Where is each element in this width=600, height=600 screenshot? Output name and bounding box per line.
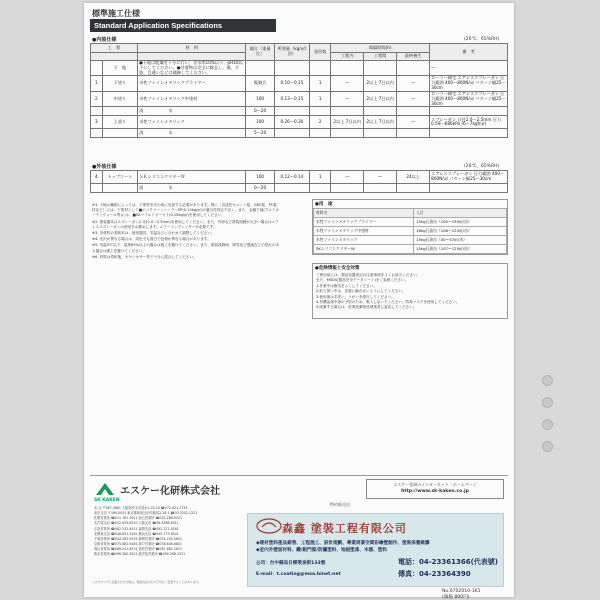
branch-list xyxy=(94,506,244,557)
spec-row xyxy=(91,107,508,116)
row-step xyxy=(102,129,137,138)
row-mix: 100 xyxy=(246,91,274,106)
row-number: 4 xyxy=(91,171,103,184)
branch-item: 千葉営業所 ☎043-283-5931 静岡営業所 ☎054-203-5601 xyxy=(94,536,183,541)
branch-item: 広島営業所 ☎082-232-4511 福岡支店 ☎092-271-0161 xyxy=(94,526,179,531)
row-coats xyxy=(310,184,331,193)
row-coats xyxy=(310,107,331,116)
row-remark: スプレーガン 口径2.0～2.5mm 圧力0.59～686kPa (6～7kgf/㎠) xyxy=(430,116,508,129)
row-interval-in: ― xyxy=(331,171,364,184)
spec-row xyxy=(91,129,508,138)
note-item: ※4. 光沢が異なる場合は、同色でも数日で色相が異なる場合があります。 xyxy=(92,237,211,242)
col-coats: 塗回数 xyxy=(310,44,331,61)
row-step: 上塗り xyxy=(102,116,137,129)
row-remark xyxy=(430,107,508,116)
row-interval-between: 2以上 7日以内 xyxy=(364,116,397,129)
row-mix: 5～20 xyxy=(246,129,274,138)
row-step: 下塗り xyxy=(102,76,137,91)
usage-material: 水性ファインメタリック中塗材 xyxy=(314,227,414,236)
binder-hole xyxy=(542,397,553,408)
row-material: 清 水 xyxy=(138,129,246,138)
row-mix: 0～20 xyxy=(246,184,274,193)
col-amount: 所要量（kg/㎡/回） xyxy=(274,44,309,61)
row-interval-between: 2以上 7日以内 xyxy=(364,91,397,106)
sk-kaken-logo-icon xyxy=(94,481,116,497)
col-interval: 間隔時間(h) xyxy=(331,44,430,53)
row-coats xyxy=(310,61,331,76)
safety-title: ●危険情報と安全対策 xyxy=(315,266,360,271)
row-interval-between: ― xyxy=(364,171,397,184)
row-interval-in xyxy=(331,129,364,138)
row-material: ●下地は乾燥を十分に行い、含水率10%以下、pH10以下にしてください。●付着物は完全に除去し、傷、不陸、目違いなどは補修してください。 xyxy=(138,61,246,76)
col-interval-final: 最終養生 xyxy=(397,53,430,61)
dealer-address: 公司：台中縣烏日鄉榮泉街133號 xyxy=(256,561,326,566)
row-remark: ローラー刷毛 エアレススプレーガン 圧力範囲 400～800N/㎠ パターン幅25～30cm xyxy=(431,75,506,91)
branch-item: 東京支店 〒169-0051 東京都新宿区西早稲田2-18-1 ☎03-3202-1221 xyxy=(94,511,198,516)
row-interval-final xyxy=(397,184,430,193)
usage-content: 15kg石油缶（100～150㎡/缶） xyxy=(414,218,507,227)
row-coats: 1 xyxy=(310,76,331,91)
safety-line: 1.作業中は換気をよくしてください。 xyxy=(316,283,377,288)
col-material: 材 料 xyxy=(138,44,246,53)
row-interval-between xyxy=(364,107,397,116)
row-number: 1 xyxy=(91,76,103,91)
note-item: ※2. 塗装器具はスプレーガン(口径2.0～2.5mm)を使用してください。また、外部など塗装面積が大きい場合はエアレススプレーガンの使用をお薦めします。エアーコンプレッサーが必要です。 xyxy=(92,219,279,229)
exterior-condition: (20℃、65%RH) xyxy=(464,164,500,169)
spec-row xyxy=(91,116,508,129)
usage-content: 15kg石油缶（50～57㎡/缶） xyxy=(414,236,507,245)
branch-item: 岡山営業所 ☎086-241-8531 高松営業所 ☎087-881-2621 xyxy=(94,547,183,551)
branch-item: 北関東支店 ☎048-651-1281 横浜支店 ☎045-773-6341 xyxy=(94,531,179,536)
row-step xyxy=(102,107,137,116)
internet-label: エスケー化研のインターネット・ホームページ xyxy=(393,482,477,487)
row-interval-final: ― xyxy=(397,76,430,91)
row-material: 清 水 xyxy=(138,107,246,116)
row-number xyxy=(91,107,103,116)
col-step: 工 程 xyxy=(91,44,138,53)
interior-spec-table xyxy=(90,43,508,138)
notes-block xyxy=(92,203,280,261)
safety-line: 4.有機溶剤中毒の予防のため、吸入しないでください。防毒マスクを使用してください。 xyxy=(316,299,460,304)
row-interval-in xyxy=(331,184,364,193)
spec-row xyxy=(91,91,508,106)
dealer-stamp xyxy=(247,513,504,587)
row-interval-between xyxy=(364,129,397,138)
row-amount: 0.12～0.14 xyxy=(274,171,309,184)
usage-content: 16kg石油缶（106～123㎡/缶） xyxy=(414,227,507,236)
interior-condition: (20℃、65%RH) xyxy=(464,37,500,42)
row-step xyxy=(102,184,137,193)
row-number xyxy=(91,129,103,138)
row-coats: 2 xyxy=(310,116,331,129)
company-url[interactable]: http://www.sk-kaken.co.jp xyxy=(401,489,469,494)
usage-col-content: 入目 xyxy=(414,209,507,218)
dealer-name: 森鑫 塗裝工程有限公司 xyxy=(282,522,407,535)
row-remark: ローラー刷毛 エアレススプレーガン 圧力範囲 400～800N/㎠ パターン幅25～30cm xyxy=(431,90,506,106)
row-number xyxy=(91,61,103,76)
branch-item: 熊本営業所 ☎096-380-3521 鹿児島営業所 ☎099-268-2531 xyxy=(94,552,186,557)
internet-box xyxy=(366,479,504,499)
usage-row xyxy=(314,218,507,227)
dealer-phone: 04-23361366(代表號) xyxy=(419,558,499,566)
row-step: トップコート xyxy=(102,171,137,184)
branch-item: 京都営業所 ☎075-682-5481 神戸営業所 ☎078-646-6801 xyxy=(94,541,183,546)
usage-material: SKシリコンクリヤーW xyxy=(314,245,414,254)
branch-item: 名古屋支店 ☎052-935-8310 大阪支店 ☎06-6386-6311 xyxy=(94,521,179,526)
note-item: ※6. 材料は希釈後、モヤシキサー等で十分に混合してください。 xyxy=(92,254,197,259)
company-name: エスケー化研株式会社 xyxy=(120,485,220,497)
row-number: 2 xyxy=(91,91,103,106)
safety-line: ご使用前には、製品容器表記の注意事項をよくお読みください。 xyxy=(316,273,421,277)
company-logo xyxy=(94,481,220,497)
spec-row xyxy=(91,61,508,76)
branch-item: 本 社 〒567-0861 大阪府茨木市清水1-25-10 ☎072-621-7733 xyxy=(94,506,188,510)
usage-box xyxy=(312,199,508,255)
safety-line: 3.使用後は手洗い、うがいを励行してください。 xyxy=(316,294,395,299)
safety-text xyxy=(313,272,507,312)
row-mix: 100 xyxy=(246,116,274,129)
col-mix: 調合（重量比） xyxy=(246,44,274,61)
row-mix: 0～20 xyxy=(246,107,274,116)
usage-title: ●用 途 xyxy=(315,202,333,207)
usage-material: 水性ファインメタリック xyxy=(314,236,414,245)
exterior-section-label: ●外装仕様 xyxy=(92,164,117,170)
row-step: 下 地 xyxy=(102,61,137,76)
spec-row xyxy=(91,184,508,193)
row-coats xyxy=(310,129,331,138)
usage-content: 15kg石油缶（107～125㎡/缶） xyxy=(414,245,507,254)
row-interval-final: ― xyxy=(397,91,430,106)
row-material: 水性ファインメタリック xyxy=(138,116,246,129)
safety-box xyxy=(312,263,508,319)
safety-line: 5.廃棄する場合は、産業廃棄物処理業者に委託してください。 xyxy=(316,305,417,310)
row-interval-between xyxy=(364,184,397,193)
row-interval-in xyxy=(331,61,364,76)
usage-col-material: 材料名 xyxy=(314,209,414,218)
row-interval-final: 24以上 xyxy=(397,171,430,184)
binder-hole xyxy=(542,441,553,452)
doc-price: (価格 800円) xyxy=(442,595,470,600)
company-brand: SK KAKEN xyxy=(94,498,120,503)
branch-item: 札幌営業所 ☎011-781-3011 仙台営業所 ☎022-268-5421 xyxy=(94,516,183,521)
footer-divider xyxy=(90,475,508,476)
note-item: ※5. 気温5℃以下、湿度85%以上の場合は施工を避けてください。また、塗装後降雨、降雪及び強風などの恐れのある場合は施工を避けてください。 xyxy=(92,243,280,253)
document-page xyxy=(84,3,514,600)
safety-line: 2.取り扱い中は、皮膚に触れないようにしてください。 xyxy=(316,289,406,294)
dealer-logo-icon xyxy=(256,518,282,534)
row-interval-in xyxy=(331,107,364,116)
row-interval-final xyxy=(397,107,430,116)
doc-no: No.0702010-1K1 xyxy=(442,589,481,594)
col-remark: 備 考 xyxy=(430,44,508,61)
document-number xyxy=(442,589,481,600)
row-amount: 0.26～0.30 xyxy=(274,116,309,129)
page-title: 標準施工仕様 xyxy=(92,9,140,18)
spec-row xyxy=(91,171,508,184)
spec-row xyxy=(91,76,508,91)
row-interval-in: ― xyxy=(331,76,364,91)
row-remark: エアレススプレーガン 圧力範囲 400～800N/㎠ パターン幅25～30cm xyxy=(430,171,508,184)
row-interval-final: ― xyxy=(397,116,430,129)
binder-hole xyxy=(542,419,553,430)
note-item: ※1. 下地の種類によっては、下塗材を次の表に変更する必要があります。特に（含浸性セメント板、GRC板、PC板材など）には、下塗材として■エコクリーンシーラーEP(0.15kg/㎡)が適合性判定で良く、また、金属下地(アルミカーテンウォール等)には、■SKマイルドボーセイ(0.15kg/㎡)を使用してください。 xyxy=(92,203,279,218)
row-interval-between: 2以上 7日以内 xyxy=(364,76,397,91)
row-mix xyxy=(246,61,274,76)
row-coats: 1 xyxy=(310,91,331,106)
dealer-phone-label: 電話： xyxy=(398,558,419,566)
row-number xyxy=(91,184,103,193)
usage-row xyxy=(314,245,507,254)
usage-material: 水性ファインメタリックプライマー xyxy=(314,218,414,227)
binder-hole xyxy=(542,375,553,386)
row-interval-in: ― xyxy=(331,91,364,106)
exterior-spec-table xyxy=(90,170,508,193)
row-material: 水性ファインメタリックプライマー xyxy=(138,76,246,91)
dealer-services-1: ◆建材塗料產品銷售、工程施工、設計規劃、專業商業空間彩繪壁創作、塗裝保養維護 xyxy=(256,541,430,546)
usage-row xyxy=(314,236,507,245)
interior-section-label: ●内装仕様 xyxy=(92,37,117,43)
row-step: 中塗り xyxy=(102,91,137,106)
row-material: 清 水 xyxy=(138,184,246,193)
row-material: 水性ファインメタリック中塗材 xyxy=(138,91,246,106)
row-amount xyxy=(274,129,309,138)
row-mix: 既調合 xyxy=(246,76,274,91)
row-material: ＳＫシリコンクリヤーＷ xyxy=(138,171,246,184)
row-interval-between xyxy=(364,61,397,76)
fine-print: このカタログに記載された内容は、製品改良のため予告なく変更することがあります。 xyxy=(92,580,201,584)
row-amount xyxy=(274,184,309,193)
row-amount xyxy=(274,61,309,76)
row-remark: ― xyxy=(430,61,508,76)
col-interval-in: 工程内 xyxy=(331,53,364,61)
row-mix: 100 xyxy=(246,171,274,184)
dealer-services-2: ◆室內外壁面材料、鐵/鋁門窗/防鏽塗料、地板塗漆、木器、塗料 xyxy=(256,548,387,553)
row-amount: 0.10～0.15 xyxy=(274,76,309,91)
usage-table xyxy=(313,208,507,254)
usage-row xyxy=(314,227,507,236)
col-interval-between: 工程間 xyxy=(364,53,397,61)
dealer-fax: 04-23364390 xyxy=(419,570,471,578)
note-item: ※3. 各材料の希釈率は、使用器具、気温などに合わせて調整してください。 xyxy=(92,231,215,236)
dealer-label: 特約販売店 xyxy=(330,502,350,507)
dealer-fax-label: 傳真： xyxy=(398,570,419,578)
row-remark xyxy=(430,129,508,138)
row-amount: 0.13～0.15 xyxy=(274,91,309,106)
page-subtitle-bar: Standard Application Specifications xyxy=(90,19,276,32)
safety-line: また、MSDS(製品安全データシート)をご参照ください。 xyxy=(316,278,409,283)
row-remark xyxy=(430,184,508,193)
row-number: 3 xyxy=(91,116,103,129)
row-interval-in: 2以上 7日以内 xyxy=(331,116,364,129)
row-coats: 1 xyxy=(310,171,331,184)
row-interval-final xyxy=(397,61,430,76)
row-amount xyxy=(274,107,309,116)
dealer-email[interactable]: E-mail：t.coating@msa.hinet.net xyxy=(256,572,341,577)
row-interval-final xyxy=(397,129,430,138)
